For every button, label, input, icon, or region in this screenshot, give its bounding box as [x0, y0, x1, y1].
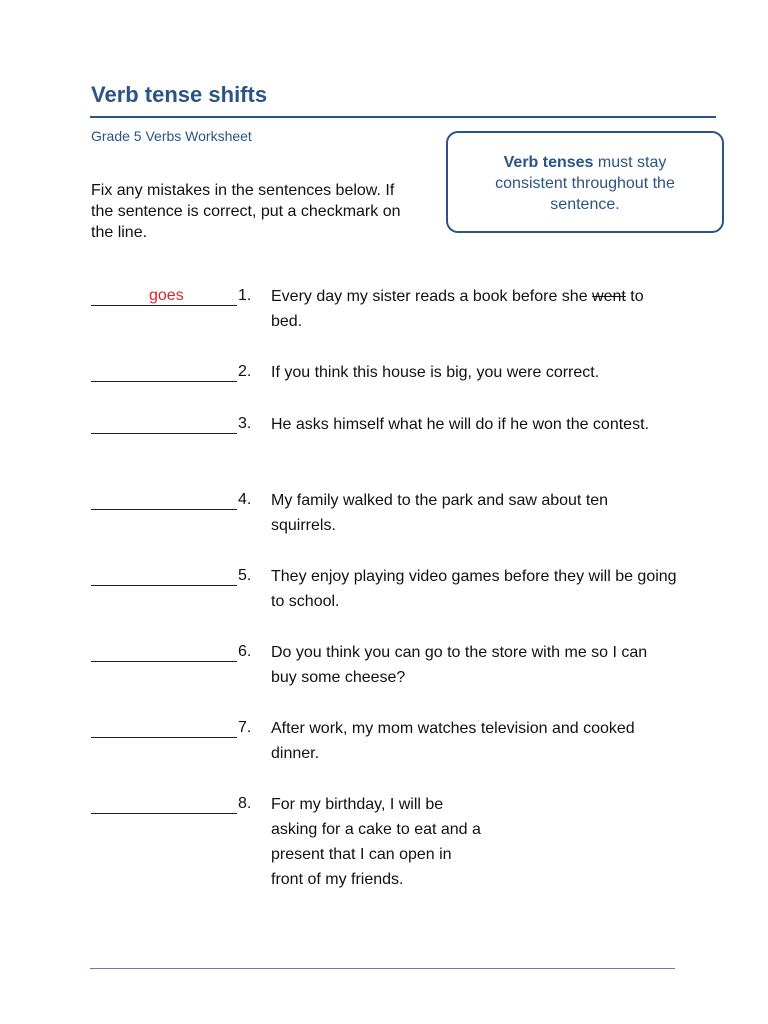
struck-word: went	[592, 288, 626, 305]
question-text: If you think this house is big, you were correct.	[271, 364, 600, 381]
question-number: 5.	[238, 567, 252, 584]
answer-line[interactable]	[91, 304, 237, 306]
instructions-text: Fix any mistakes in the sentences below. If the sentence is correct, put a checkmark on the line.	[91, 182, 401, 241]
question-text-after: to bed.	[271, 288, 644, 330]
question-number: 2.	[238, 363, 252, 380]
question-text: For my birthday, I will be asking for a cake to eat and a present that I can open in front of my friends.	[271, 796, 481, 888]
question-number: 3.	[238, 415, 252, 432]
answer-line[interactable]	[91, 736, 237, 738]
worksheet-title: Verb tense shifts	[91, 82, 268, 107]
answer-line[interactable]	[91, 660, 237, 662]
tip-callout-box	[446, 131, 724, 233]
answer-text: goes	[149, 287, 184, 304]
question-4	[91, 492, 691, 552]
tip-text: must stay consistent throughout the sentence.	[495, 154, 675, 213]
question-number: 6.	[238, 643, 252, 660]
question-8	[91, 796, 691, 896]
footer-divider	[90, 968, 675, 969]
question-5	[91, 568, 691, 628]
question-text-before: Every day my sister reads a book before she	[271, 288, 593, 305]
tip-bold-text: Verb tenses	[503, 154, 594, 171]
worksheet-subtitle: Grade 5 Verbs Worksheet	[91, 128, 252, 144]
question-7	[91, 720, 691, 780]
question-1	[91, 288, 691, 348]
question-text	[271, 284, 671, 334]
answer-line[interactable]	[91, 584, 237, 586]
title-divider	[90, 116, 716, 118]
question-number: 1.	[238, 287, 252, 304]
answer-line[interactable]	[91, 380, 237, 382]
question-text: My family walked to the park and saw about ten squirrels.	[271, 492, 609, 534]
question-text: Do you think you can go to the store with me so I can buy some cheese?	[271, 644, 648, 686]
answer-line[interactable]	[91, 508, 237, 510]
question-6	[91, 644, 691, 704]
question-text: He asks himself what he will do if he won the contest.	[271, 416, 649, 433]
question-number: 8.	[238, 795, 252, 812]
answer-line[interactable]	[91, 432, 237, 434]
question-number: 7.	[238, 719, 252, 736]
question-text: After work, my mom watches television and cooked dinner.	[271, 720, 635, 762]
question-3	[91, 416, 691, 476]
question-text: They enjoy playing video games before they will be going to school.	[271, 568, 677, 610]
answer-line[interactable]	[91, 812, 237, 814]
question-number: 4.	[238, 491, 252, 508]
